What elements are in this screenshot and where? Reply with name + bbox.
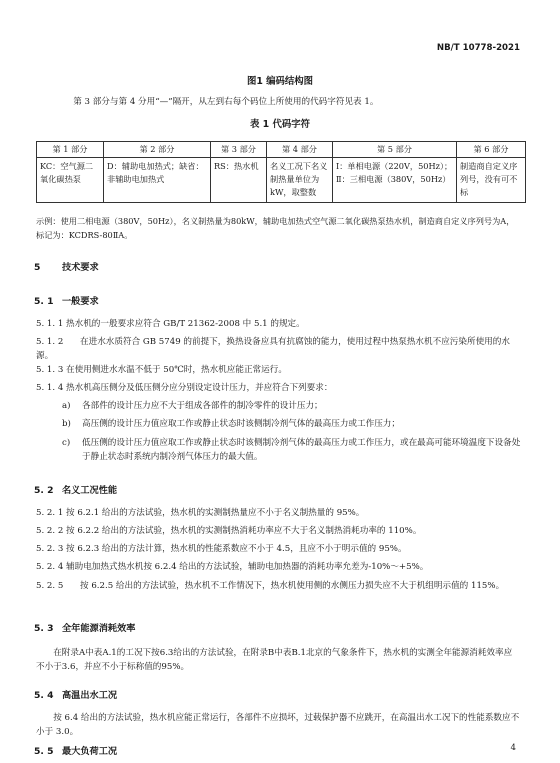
list-text: 各部件的设计压力应不大于组成各部件的制冷零件的设计压力； (82, 401, 323, 411)
section-title: 名义工况性能 (62, 485, 118, 496)
intro-paragraph: 第 3 部分与第 4 分用“—”隔开，从左到右每个码位上所使用的代码字符见表 1。 (73, 97, 379, 107)
clause-number: 5. 2. 3 (36, 544, 64, 554)
section-number: 5. 1 (34, 296, 54, 307)
clause-5-1-4 (36, 383, 524, 394)
table-header-cell: 第 4 部分 (267, 142, 333, 158)
section-heading-5 (34, 262, 99, 274)
table-header-cell: 第 5 部分 (333, 142, 457, 158)
section-number: 5. 2 (34, 485, 54, 496)
section-title: 高温出水工况 (62, 690, 118, 701)
table-header-row (37, 142, 526, 158)
clause-5-1-2 (36, 336, 524, 364)
section-title: 技术要求 (62, 262, 99, 273)
list-text: 高压侧的设计压力值应取工作或静止状态时该侧制冷剂气体的最高压力或工作压力； (82, 419, 400, 429)
section-number: 5 (34, 262, 41, 273)
figure-caption: 图1 编码结构图 (246, 76, 314, 87)
section-heading-5-5 (34, 746, 117, 758)
section-title: 一般要求 (62, 296, 99, 307)
table-caption: 表 1 代码字符 (250, 119, 310, 130)
clause-text: 按 6.2.2 给出的方法试验，热水机的实测制热消耗功率应不大于名义制热消耗功率的 110%。 (66, 526, 422, 536)
table-header-cell: 第 6 部分 (457, 142, 526, 158)
clause-5-1-1 (36, 319, 524, 330)
clause-5-2-1 (36, 508, 524, 519)
table-cell: KC：空气源二氧化碳热泵 (37, 158, 104, 202)
list-text: 低压侧的设计压力值应取工作或静止状态时该侧制冷剂气体的最高压力或工作压力，或在最高可能环境温度下设备处于静止状态时系统内制冷剂气体压力的最大值。 (82, 438, 521, 462)
table-header-cell: 第 1 部分 (37, 142, 104, 158)
clause-number: 5. 1. 4 (36, 383, 64, 393)
clause-text: 按 6.2.5 给出的方法试验，热水机不工作情况下，热水机使用侧的水侧压力损失应不大于机组明示值的 115%。 (80, 581, 505, 591)
clause-text: 按 6.2.1 给出的方法试验，热水机的实测制热量应不小于名义制热量的 95%。 (66, 508, 365, 518)
clause-5-2-4 (36, 562, 524, 573)
section-title: 全年能源消耗效率 (62, 623, 136, 634)
clause-number: 5. 1. 2 (36, 337, 64, 347)
clause-5-2-2 (36, 526, 524, 537)
section-number: 5. 3 (34, 623, 54, 634)
clause-5-2-3 (36, 544, 524, 555)
clause-text: 辅助电加热式热水机按 6.2.4 给出的方法试验，辅助电加热器的消耗功率允差为-10%～+5%。 (66, 562, 429, 572)
clause-number: 5. 2. 2 (36, 526, 64, 536)
section-heading-5-4 (34, 690, 117, 702)
list-label: a) (62, 401, 71, 411)
clause-text: 按 6.2.3 给出的方法计算，热水机的性能系数应不小于 4.5，且应不小于明示值的 95%。 (66, 544, 407, 554)
clause-text: 热水机高压侧分及低压侧分应分别设定设计压力，并应符合下列要求： (66, 383, 333, 393)
clause-number: 5. 2. 4 (36, 562, 64, 572)
clause-number: 5. 1. 3 (36, 365, 64, 375)
clause-5-2-5 (36, 580, 524, 594)
table-header-cell: 第 3 部分 (211, 142, 267, 158)
clause-text: 在使用侧进水水温不低于 50℃时，热水机应能正常运行。 (66, 365, 287, 375)
list-item-b (62, 419, 524, 430)
section-heading-5-2 (34, 485, 117, 497)
example-note: 示例：使用二相电源（380V，50Hz），名义制热量为80kW，辅助电加热式空气源二氧化碳热泵热水机，制造商自定义序列号为A，标记为：KCDRS-80ⅡA。 (36, 216, 515, 241)
list-label: b) (62, 419, 71, 429)
clause-5-1-3 (36, 365, 524, 376)
table-cell: 名义工况下名义制热量单位为 kW，取整数 (267, 158, 333, 202)
list-label: c) (62, 438, 71, 448)
list-item-c (62, 437, 524, 465)
section-title: 最大负荷工况 (62, 746, 118, 757)
section-heading-5-3 (34, 623, 136, 635)
table-cell: Ⅰ：单相电源（220V，50Hz）；Ⅱ：三相电源（380V，50Hz） (333, 158, 457, 202)
clause-number: 5. 2. 5 (36, 581, 64, 591)
list-item-a (62, 401, 524, 412)
clause-text: 热水机的一般要求应符合 GB/T 21362-2008 中 5.1 的规定。 (66, 319, 305, 329)
section-number: 5. 4 (34, 690, 54, 701)
standard-number: NB/T 10778-2021 (436, 43, 520, 53)
table-cell: RS：热水机 (211, 158, 267, 202)
table-row (37, 158, 526, 202)
clause-5-3-text: 在附录A中表A.1的工况下按6.3给出的方法试验，在附录B中表B.1北京的气象条件下，热水机的实测全年能源消耗效率应不小于3.6，并应不小于标称值的95%。 (36, 648, 513, 672)
section-heading-5-1 (34, 296, 99, 308)
table-header-cell: 第 2 部分 (104, 142, 211, 158)
clause-number: 5. 1. 1 (36, 319, 64, 329)
table-cell: D：辅助电加热式；缺省：非辅助电加热式 (104, 158, 211, 202)
clause-number: 5. 2. 1 (36, 508, 64, 518)
clause-text: 在进水水质符合 GB 5749 的前提下，换热设备应具有抗腐蚀的能力，使用过程中热泵热水机不应污染所使用的水源。 (36, 337, 510, 361)
table-cell: 制造商自定义序列号，没有可不标 (457, 158, 526, 202)
page-number: 4 (510, 743, 516, 753)
clause-5-4-text: 按 6.4 给出的方法试验，热水机应能正常运行，各部件不应损坏，过载保护器不应跳开，在高温出水工况下的性能系数应不小于 3.0。 (36, 713, 520, 737)
code-table (36, 141, 526, 203)
section-number: 5. 5 (34, 746, 54, 757)
